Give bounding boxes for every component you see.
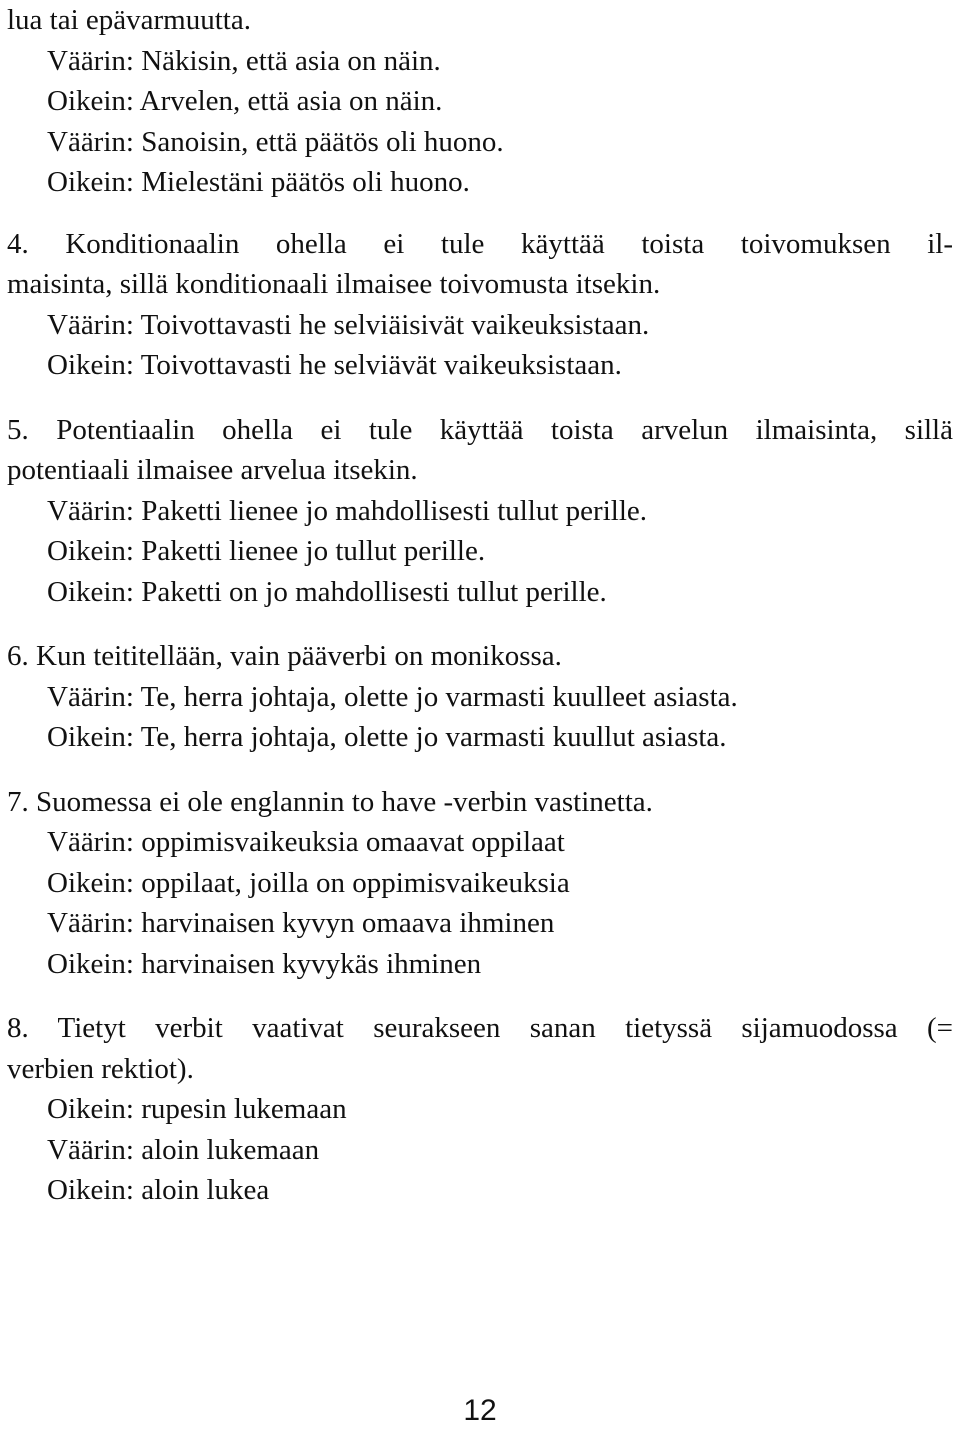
example-line: Oikein: rupesin lukemaan	[47, 1093, 347, 1125]
example-line: Väärin: Toivottavasti he selviäisivät vaikeuksistaan.	[47, 308, 650, 341]
example-line: Oikein: Paketti on jo mahdollisesti tullut perille.	[47, 575, 607, 608]
rule-text-line: verbien rektiot).	[7, 1052, 194, 1085]
example-line: Oikein: Paketti lienee jo tullut perille.	[47, 535, 486, 567]
example-line: Oikein: oppilaat, joilla on oppimisvaikeuksia	[47, 866, 570, 899]
rule-text-line: 4. Konditionaalin ohella ei tule käyttää toista toivomuksen il-	[7, 227, 953, 260]
rule-text-line: 5. Potentiaalin ohella ei tule käyttää toista arvelun ilmaisinta, sillä	[7, 413, 953, 446]
example-line: Oikein: Mielestäni päätös oli huono.	[47, 166, 470, 198]
example-line: Oikein: harvinaisen kyvykäs ihminen	[47, 947, 482, 980]
section-gap	[7, 612, 953, 636]
rule-text-line: 7. Suomessa ei ole englannin to have -verbin vastinetta.	[7, 785, 653, 818]
rule-text-line: 8. Tietyt verbit vaativat seurakseen sanan tietyssä sijamuodossa (=	[7, 1012, 953, 1044]
example-line: Väärin: Paketti lienee jo mahdollisesti tullut perille.	[47, 494, 647, 527]
rule-text-line: maisinta, sillä konditionaali ilmaisee toivomusta itsekin.	[7, 268, 661, 300]
example-line: Väärin: Sanoisin, että päätös oli huono.	[47, 125, 504, 158]
section-gap	[7, 386, 953, 410]
page-content	[7, 0, 953, 1211]
example-line: Oikein: Toivottavasti he selviävät vaikeuksistaan.	[47, 349, 622, 381]
example-line: Väärin: aloin lukemaan	[47, 1133, 320, 1166]
paragraph-continuation: lua tai epävarmuutta.	[7, 4, 251, 36]
example-line: Oikein: aloin lukea	[47, 1174, 270, 1206]
rule-text-line: potentiaali ilmaisee arvelua itsekin.	[7, 454, 418, 486]
page-number: 12	[463, 1394, 497, 1427]
section-gap	[7, 758, 953, 782]
example-line: Väärin: Te, herra johtaja, olette jo varmasti kuulleet asiasta.	[47, 680, 738, 713]
rule-text-line: 6. Kun teititellään, vain pääverbi on monikossa.	[7, 640, 562, 672]
example-line: Väärin: Näkisin, että asia on näin.	[47, 44, 441, 77]
example-line: Oikein: Te, herra johtaja, olette jo varmasti kuullut asiasta.	[47, 721, 727, 753]
example-line: Väärin: harvinaisen kyvyn omaava ihminen	[47, 907, 555, 939]
example-line: Väärin: oppimisvaikeuksia omaavat oppilaat	[47, 826, 565, 858]
example-line: Oikein: Arvelen, että asia on näin.	[47, 85, 443, 117]
section-gap	[7, 203, 953, 224]
section-gap	[7, 984, 953, 1008]
